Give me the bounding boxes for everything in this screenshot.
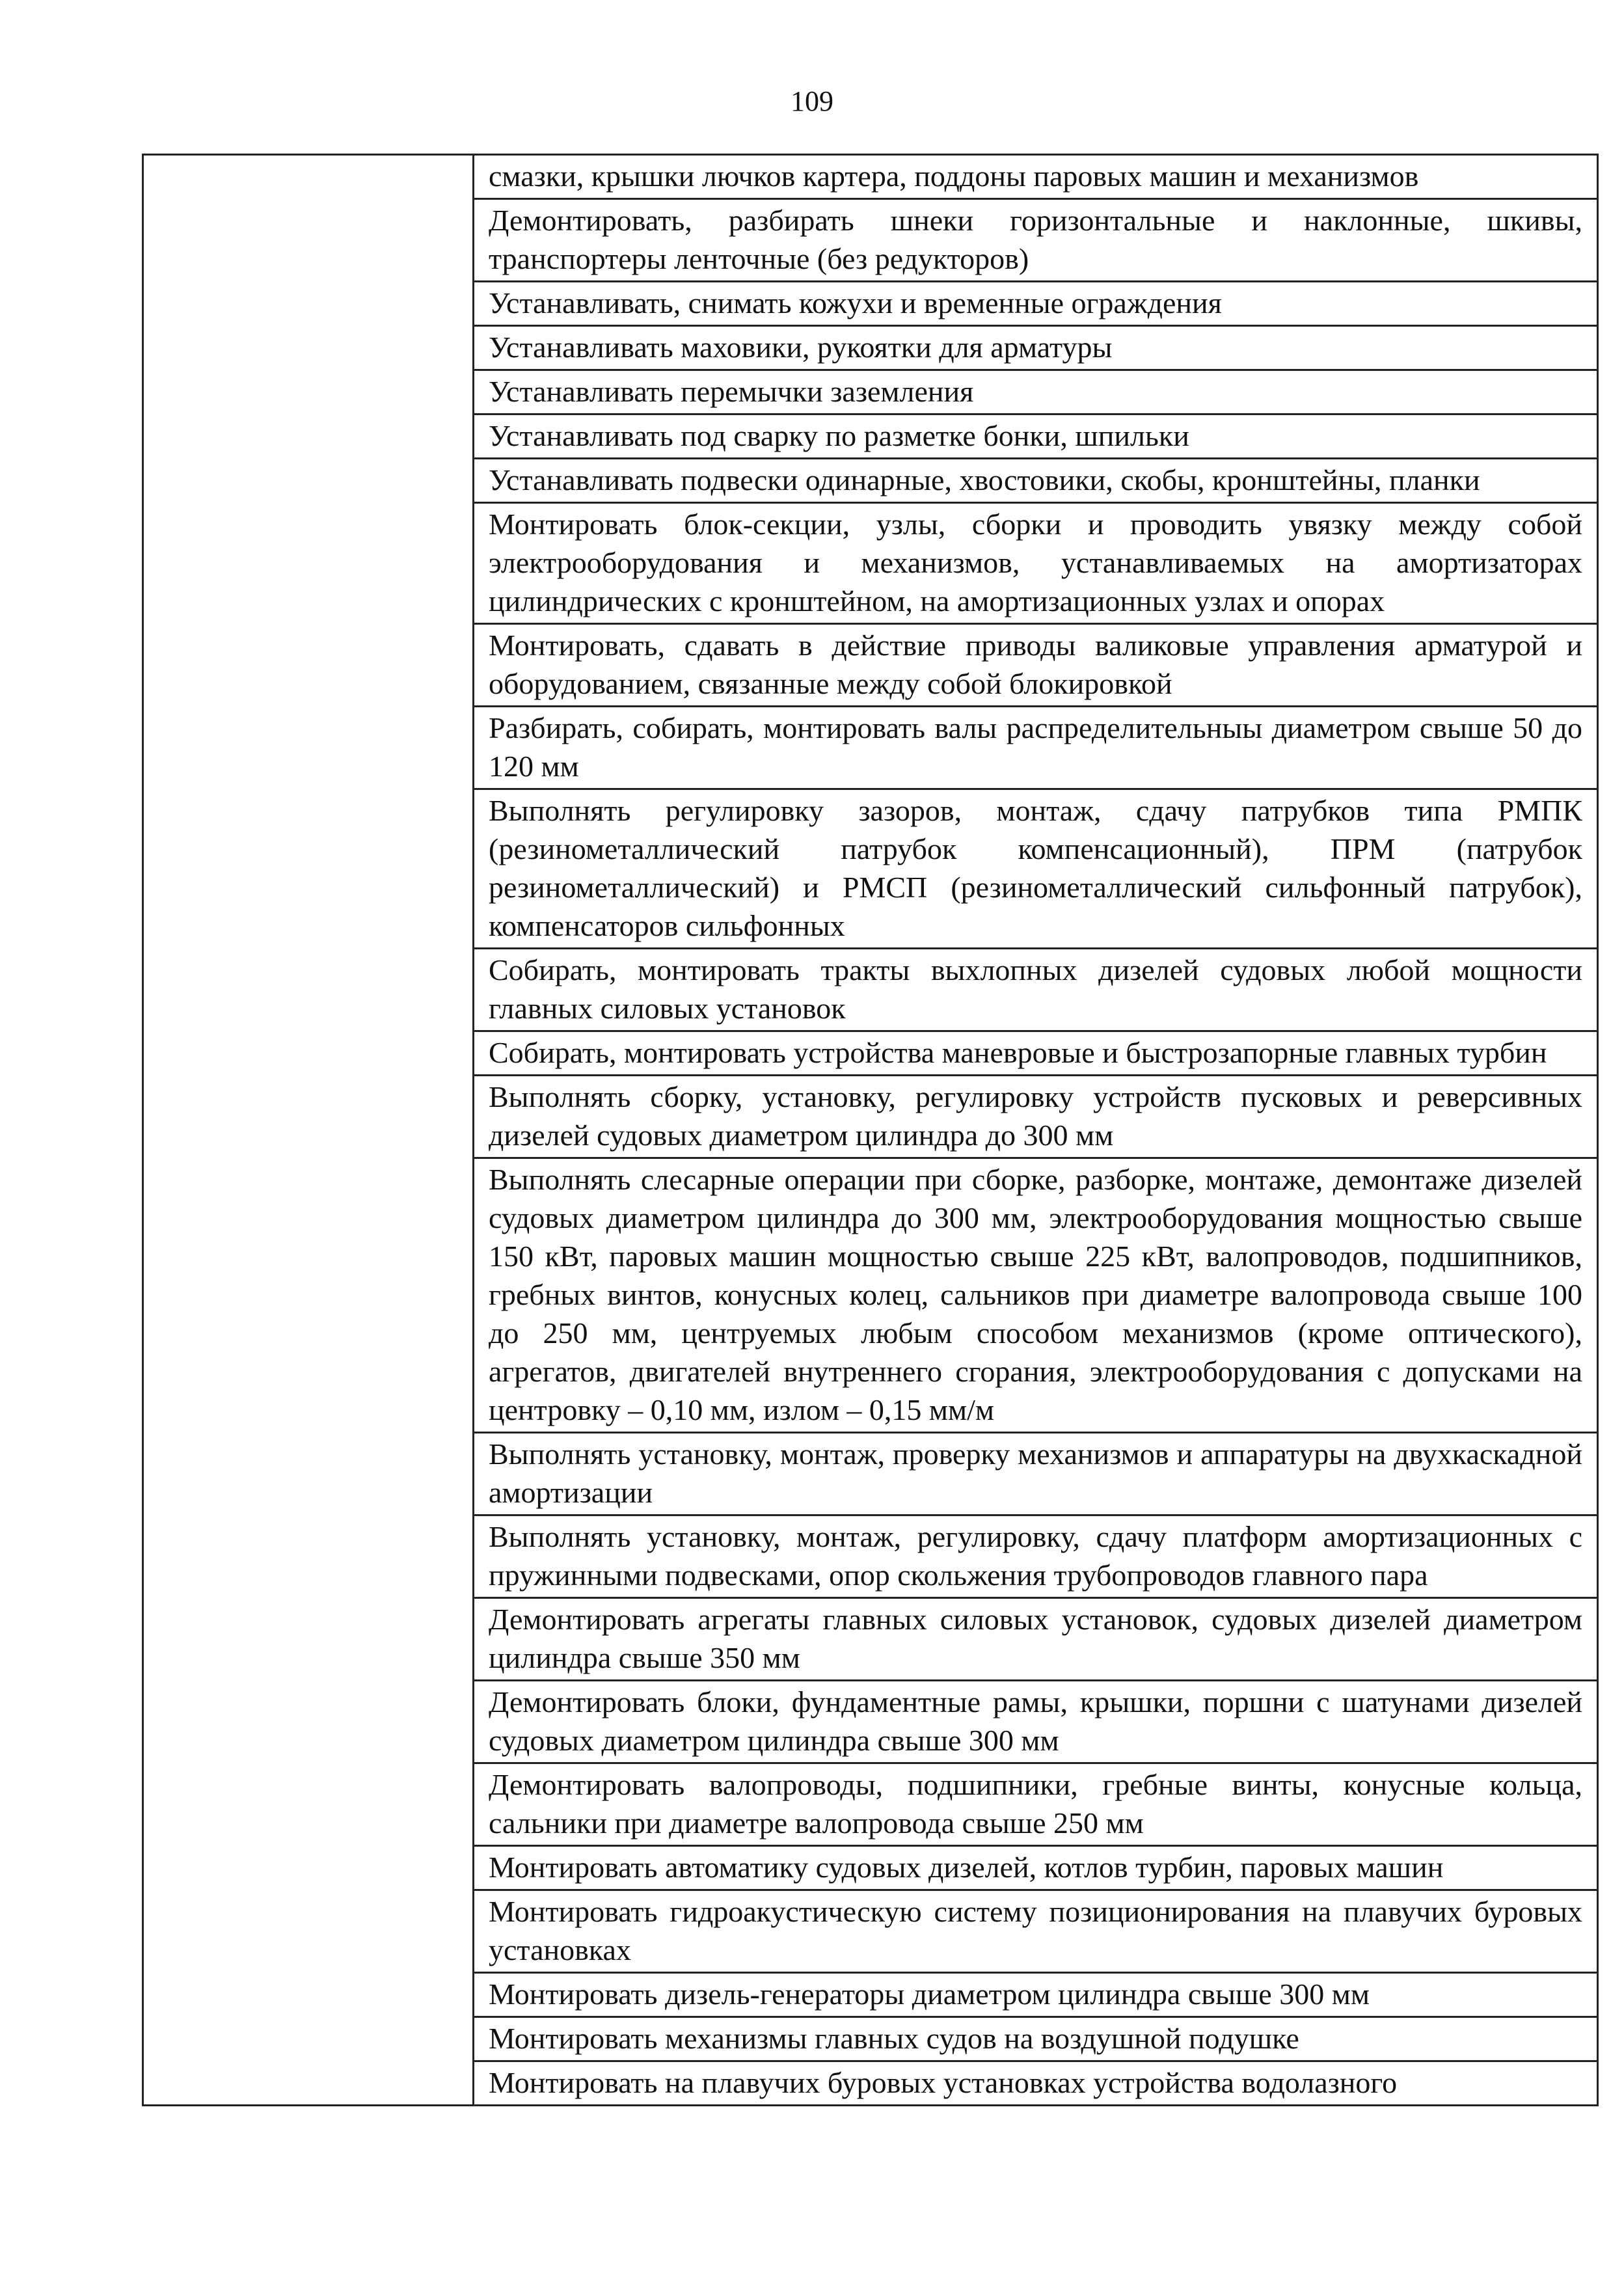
table-cell [474, 503, 1598, 624]
table-cell [474, 949, 1598, 1031]
table-cell [474, 707, 1598, 789]
cell-text: Устанавливать перемычки заземления [489, 375, 974, 408]
table-cell [474, 282, 1598, 326]
work-items-table [142, 154, 1599, 2106]
table-cell [474, 1681, 1598, 1763]
table-cell [474, 459, 1598, 503]
table-cell [474, 1846, 1598, 1890]
cell-text: Монтировать дизель-генераторы диаметром цилиндра свыше 300 мм [489, 1977, 1370, 2011]
cell-text: Выполнять сборку, установку, регулировку устройств пусковых и реверсивных дизелей судовых диаметром цилиндра до 300 мм [489, 1080, 1582, 1152]
table-cell [474, 199, 1598, 282]
table-cell [474, 1763, 1598, 1846]
cell-text: Монтировать механизмы главных судов на воздушной подушке [489, 2022, 1299, 2055]
table-cell [474, 326, 1598, 370]
page-number: 109 [791, 85, 833, 117]
empty-left-cell [143, 155, 474, 2106]
cell-text: Демонтировать блоки, фундаментные рамы, крышки, поршни с шатунами дизелей судовых диаметром цилиндра свыше 300 мм [489, 1685, 1582, 1757]
cell-text: Демонтировать агрегаты главных силовых установок, судовых дизелей диаметром цилиндра свыше 350 мм [489, 1603, 1582, 1674]
cell-text: Устанавливать под сварку по разметке бонки, шпильки [489, 419, 1189, 452]
cell-text: Выполнять установку, монтаж, регулировку, сдачу платформ амортизационных с пружинными подвесками, опор скольжения трубопроводов главного пара [489, 1520, 1582, 1592]
table-cell [474, 624, 1598, 707]
table-cell [474, 1890, 1598, 1973]
cell-text: Монтировать блок-секции, узлы, сборки и проводить увязку между собой электрооборудования и механизмов, устанавливаемых на амортизаторах цилиндрических с кронштейном, на амортизационных узлах и опорах [489, 508, 1582, 618]
cell-text: смазки, крышки лючков картера, поддоны паровых машин и механизмов [489, 159, 1419, 193]
table-cell [474, 414, 1598, 459]
cell-text: Демонтировать, разбирать шнеки горизонтальные и наклонные, шкивы, транспортеры ленточные (без редукторов) [489, 204, 1582, 275]
cell-text: Устанавливать, снимать кожухи и временные ограждения [489, 286, 1222, 319]
table-cell [474, 1433, 1598, 1515]
cell-text: Устанавливать подвески одинарные, хвостовики, скобы, кронштейны, планки [489, 463, 1480, 496]
cell-text: Монтировать автоматику судовых дизелей, котлов турбин, паровых машин [489, 1851, 1444, 1884]
table-cell [474, 1515, 1598, 1598]
table-cell [474, 155, 1598, 199]
table-row [143, 155, 1598, 199]
table-cell [474, 789, 1598, 949]
cell-text: Демонтировать валопроводы, подшипники, гребные винты, конусные кольца, сальники при диаметре валопровода свыше 250 мм [489, 1768, 1582, 1840]
table-cell [474, 2061, 1598, 2106]
cell-text: Устанавливать маховики, рукоятки для арматуры [489, 331, 1113, 364]
table-cell [474, 1076, 1598, 1158]
cell-text: Собирать, монтировать тракты выхлопных дизелей судовых любой мощности главных силовых установок [489, 953, 1582, 1025]
table-cell [474, 2017, 1598, 2061]
cell-text: Выполнять слесарные операции при сборке, разборке, монтаже, демонтаже дизелей судовых диаметром цилиндра до 300 мм, электрооборудования мощностью свыше 150 кВт, паровых машин мощностью свыше 225 кВт, валопроводов, подшипников, гребных винтов, конусных колец, сальников при диаметре валопровода свыше 100 до 250 мм, центруемых любым способом механизмов (кроме оптического), агрегатов, двигателей внутреннего сгорания, электрооборудования с допусками на центровку – 0,10 мм, излом – 0,15 мм/м [489, 1163, 1582, 1426]
cell-text: Монтировать на плавучих буровых установках устройства водолазного [489, 2066, 1398, 2099]
table-cell [474, 370, 1598, 414]
cell-text: Монтировать, сдавать в действие приводы валиковые управления арматурой и оборудованием, связанные между собой блокировкой [489, 629, 1582, 700]
table-cell [474, 1598, 1598, 1681]
table-cell [474, 1158, 1598, 1433]
cell-text: Разбирать, собирать, монтировать валы распределительныы диаметром свыше 50 до 120 мм [489, 711, 1582, 783]
cell-text: Выполнять установку, монтаж, проверку механизмов и аппаратуры на двухкаскадной амортизации [489, 1437, 1582, 1509]
cell-text: Монтировать гидроакустическую систему позиционирования на плавучих буровых установках [489, 1895, 1582, 1966]
table-cell [474, 1031, 1598, 1076]
cell-text: Собирать, монтировать устройства маневровые и быстрозапорные главных турбин [489, 1036, 1547, 1069]
table-cell [474, 1973, 1598, 2017]
cell-text: Выполнять регулировку зазоров, монтаж, сдачу патрубков типа РМПК (резинометаллический патрубок компенсационный), ПРМ (патрубок резинометаллический) и РМСП (резинометаллический сильфонный патрубок), компенсаторов сильфонных [489, 794, 1582, 942]
